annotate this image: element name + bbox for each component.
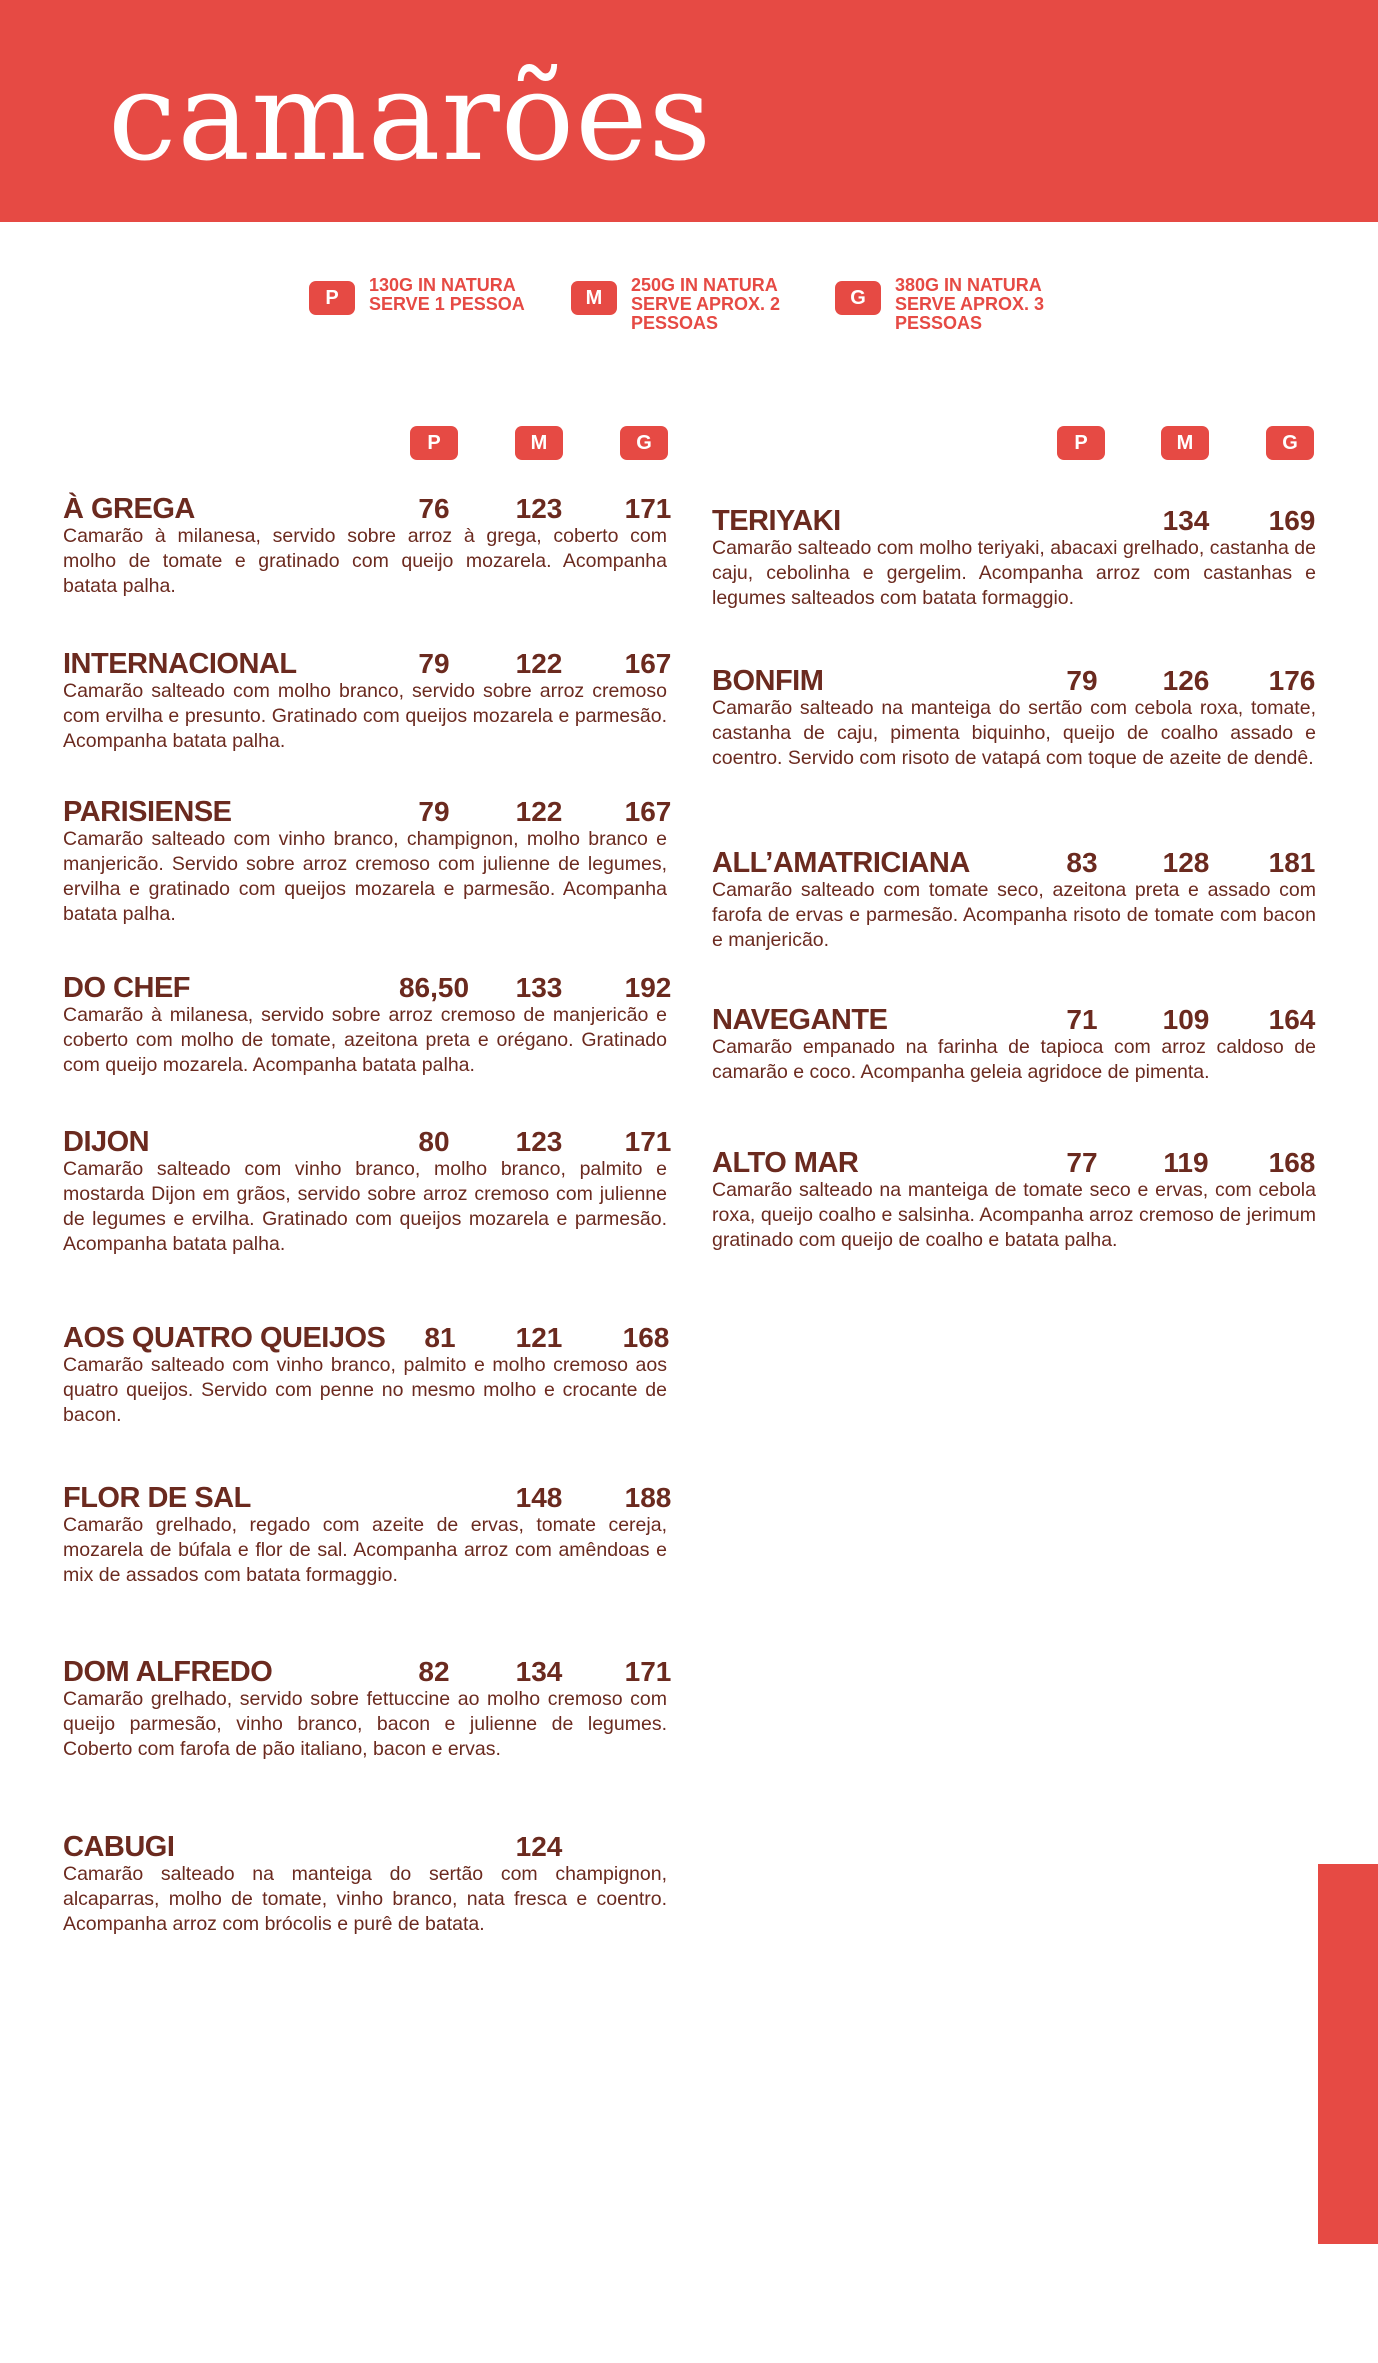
item-description: Camarão salteado com vinho branco, champignon, molho branco e manjericão. Servido sobre arroz cremoso com julienne de legumes, ervilha e gratinado com queijos mozarela e parmesão. Acompanha batata palha. [63, 828, 667, 925]
size-header-p: P [1057, 426, 1105, 460]
menu-item [63, 795, 672, 927]
price-p: 81 [424, 1322, 456, 1353]
price-p: 76 [418, 493, 450, 524]
price-g: 192 [624, 972, 672, 1003]
item-description: Camarão salteado com molho branco, servido sobre arroz cremoso com ervilha e presunto. Gratinado com queijos mozarela e parmesão. Acompanha batata palha. [63, 680, 667, 752]
price-m: 109 [1162, 1004, 1210, 1035]
legend-text-g: 380G IN NATURA SERVE APROX. 3 PESSOAS [895, 275, 1045, 333]
item-name: ALL’AMATRICIANA [712, 847, 970, 879]
item-name: CABUGI [63, 1831, 175, 1863]
item-name: PARISIENSE [63, 796, 232, 828]
size-badge-g: G [835, 281, 881, 315]
price-g: 167 [624, 648, 672, 679]
legend-text-m: 250G IN NATURA SERVE APROX. 2 PESSOAS [631, 275, 781, 333]
menu-item [63, 1321, 670, 1428]
side-accent-bar [1318, 1864, 1378, 2244]
price-m: 123 [515, 493, 563, 524]
size-header-m: M [1161, 426, 1209, 460]
item-name: AOS QUATRO QUEIJOS [63, 1322, 386, 1354]
price-p: 79 [418, 796, 450, 827]
item-description: Camarão salteado na manteiga do sertão com champignon, alcaparras, molho de tomate, vinho branco, nata fresca e coentro. Acompanha arroz com brócolis e purê de batata. [63, 1863, 667, 1935]
price-m: 123 [515, 1126, 563, 1157]
menu-item [712, 504, 1316, 611]
item-description: Camarão empanado na farinha de tapioca com arroz caldoso de camarão e coco. Acompanha geleia agridoce de pimenta. [712, 1036, 1316, 1083]
size-header-g: G [1266, 426, 1314, 460]
item-description: Camarão salteado na manteiga de tomate seco e ervas, com cebola roxa, queijo coalho e salsinha. Acompanha arroz cremoso de jerimum gratinado com queijo de coalho e batata palha. [712, 1179, 1316, 1251]
item-name: À GREGA [63, 493, 195, 525]
item-name: TERIYAKI [712, 505, 841, 537]
legend-item-g [835, 276, 1085, 333]
price-g: 171 [624, 1656, 672, 1687]
price-m: 124 [515, 1831, 563, 1862]
price-g: 171 [624, 1126, 672, 1157]
size-header-p: P [410, 426, 458, 460]
menu-item [63, 1125, 672, 1257]
price-p: 83 [1066, 847, 1098, 878]
menu-item [63, 1830, 667, 1937]
menu-item [63, 971, 672, 1078]
item-name: FLOR DE SAL [63, 1482, 251, 1514]
price-g: 181 [1268, 847, 1316, 878]
price-g: 167 [624, 796, 672, 827]
size-header-g: G [620, 426, 668, 460]
price-g: 171 [624, 493, 672, 524]
header-banner [0, 0, 1378, 222]
item-name: NAVEGANTE [712, 1004, 888, 1036]
size-badge-p: P [309, 281, 355, 315]
price-p: 80 [418, 1126, 450, 1157]
price-m: 148 [515, 1482, 563, 1513]
price-p: 82 [418, 1656, 450, 1687]
item-name: BONFIM [712, 665, 824, 697]
menu-item [712, 1003, 1316, 1085]
legend-item-p [309, 276, 549, 315]
item-name: DIJON [63, 1126, 150, 1158]
price-p: 86,50 [398, 972, 470, 1003]
price-g: 188 [624, 1482, 672, 1513]
menu-item [63, 647, 672, 754]
menu-item [63, 492, 672, 599]
price-p: 77 [1066, 1147, 1098, 1178]
item-name: ALTO MAR [712, 1147, 859, 1179]
price-m: 134 [515, 1656, 563, 1687]
price-m: 134 [1162, 505, 1210, 536]
menu-item [712, 1146, 1316, 1253]
item-name: DOM ALFREDO [63, 1656, 273, 1688]
item-description: Camarão grelhado, regado com azeite de ervas, tomate cereja, mozarela de búfala e flor de sal. Acompanha arroz com amêndoas e mix de assados com batata formaggio. [63, 1514, 667, 1586]
price-m: 128 [1162, 847, 1210, 878]
menu-item [712, 846, 1316, 953]
legend-text-p: 130G IN NATURA SERVE 1 PESSOA [369, 275, 525, 314]
menu-item [63, 1655, 672, 1762]
price-p: 71 [1066, 1004, 1098, 1035]
item-description: Camarão salteado com tomate seco, azeitona preta e assado com farofa de ervas e parmesão. Acompanha risoto de tomate com bacon e manjericão. [712, 879, 1316, 951]
item-description: Camarão à milanesa, servido sobre arroz cremoso de manjericão e coberto com molho de tomate, azeitona preta e orégano. Gratinado com queijo mozarela. Acompanha batata palha. [63, 1004, 667, 1076]
price-g: 164 [1268, 1004, 1316, 1035]
page-title: camarões [108, 46, 713, 188]
item-name: DO CHEF [63, 972, 190, 1004]
price-m: 133 [515, 972, 563, 1003]
price-p: 79 [418, 648, 450, 679]
price-g: 169 [1268, 505, 1316, 536]
size-header-m: M [515, 426, 563, 460]
price-m: 122 [515, 796, 563, 827]
legend-item-m [571, 276, 821, 333]
price-g: 168 [1268, 1147, 1316, 1178]
price-p: 79 [1066, 665, 1098, 696]
item-description: Camarão salteado com vinho branco, molho branco, palmito e mostarda Dijon em grãos, servido sobre arroz cremoso com julienne de legumes e ervilha. Gratinado com queijos mozarela e parmesão. Acompanha batata palha. [63, 1158, 667, 1255]
item-description: Camarão salteado na manteiga do sertão com cebola roxa, tomate, castanha de caju, pimenta biquinho, queijo de coalho assado e coentro. Servido com risoto de vatapá com toque de azeite de dendê. [712, 697, 1316, 769]
price-m: 126 [1162, 665, 1210, 696]
price-g: 176 [1268, 665, 1316, 696]
size-badge-m: M [571, 281, 617, 315]
item-name: INTERNACIONAL [63, 648, 297, 680]
price-m: 121 [515, 1322, 563, 1353]
menu-item [712, 664, 1316, 771]
price-g: 168 [622, 1322, 670, 1353]
menu-item [63, 1481, 672, 1588]
item-description: Camarão salteado com molho teriyaki, abacaxi grelhado, castanha de caju, cebolinha e gergelim. Acompanha arroz com castanhas e legumes salteados com batata formaggio. [712, 537, 1316, 609]
item-description: Camarão grelhado, servido sobre fettuccine ao molho cremoso com queijo parmesão, vinho branco, bacon e julienne de legumes. Coberto com farofa de pão italiano, bacon e ervas. [63, 1688, 667, 1760]
price-m: 122 [515, 648, 563, 679]
item-description: Camarão à milanesa, servido sobre arroz à grega, coberto com molho de tomate e gratinado com queijo mozarela. Acompanha batata palha. [63, 525, 667, 597]
item-description: Camarão salteado com vinho branco, palmito e molho cremoso aos quatro queijos. Servido com penne no mesmo molho e crocante de bacon. [63, 1354, 667, 1426]
price-m: 119 [1163, 1147, 1209, 1178]
